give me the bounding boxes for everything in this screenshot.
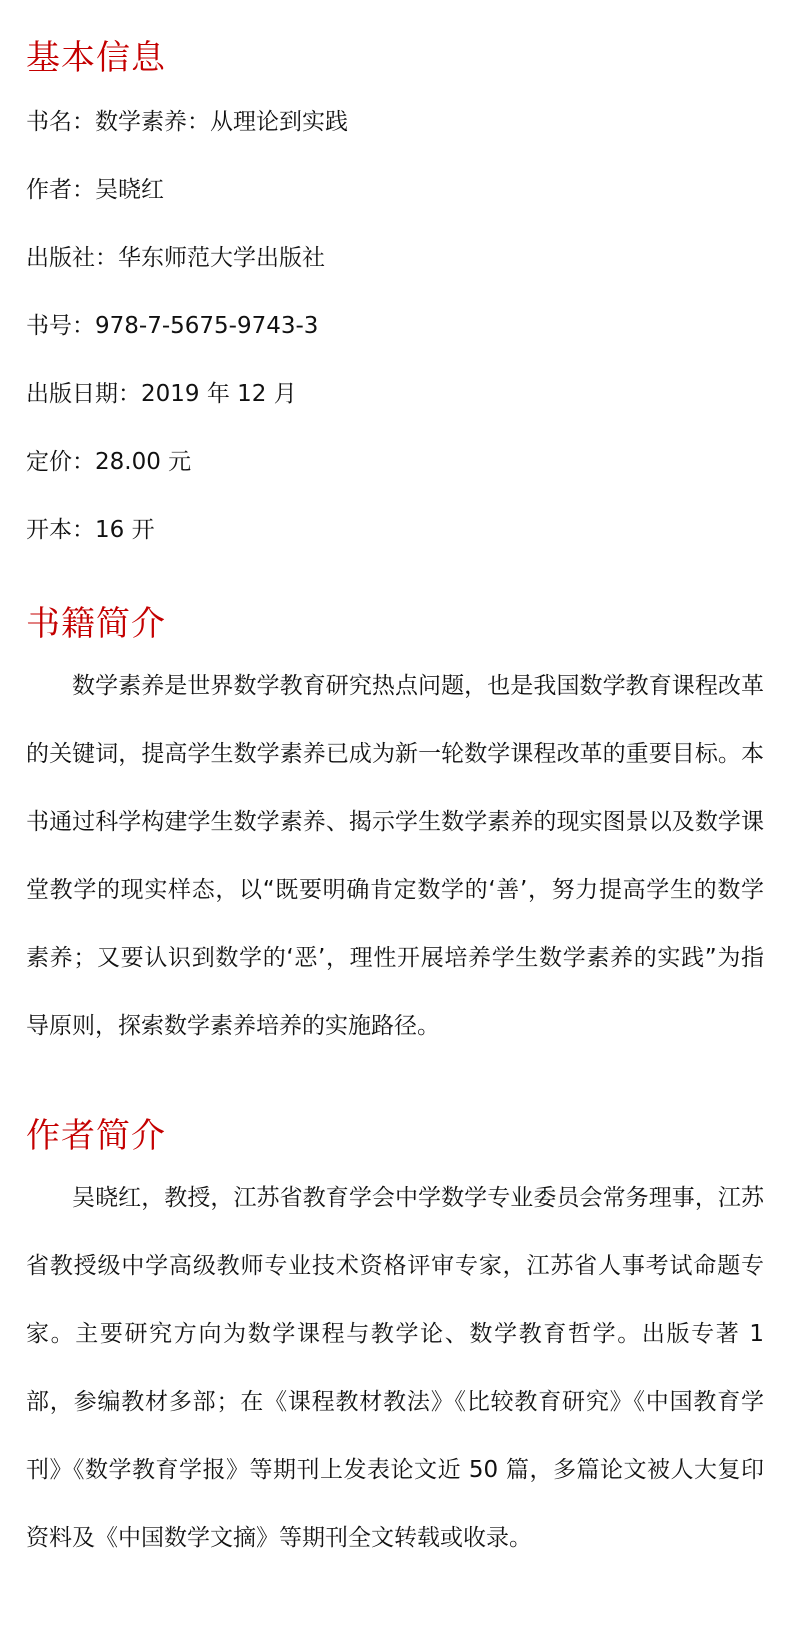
- info-value: 28.00 元: [95, 449, 192, 475]
- author-intro-heading: 作者简介: [26, 1116, 166, 1156]
- book-intro-heading: 书籍简介: [26, 604, 166, 644]
- info-label: 书名：: [26, 109, 95, 135]
- info-value: 数学素养：从理论到实践: [95, 109, 348, 135]
- info-label: 开本：: [26, 517, 95, 543]
- basic-info-list: [26, 88, 764, 564]
- info-item-author: [26, 156, 764, 224]
- basic-info-heading: 基本信息: [26, 38, 166, 78]
- info-item-format: [26, 496, 764, 564]
- info-value: 978-7-5675-9743-3: [95, 313, 319, 339]
- author-intro-section: [26, 1164, 764, 1572]
- info-label: 作者：: [26, 177, 95, 203]
- info-item-isbn: [26, 292, 764, 360]
- info-label: 出版日期：: [26, 381, 141, 407]
- info-value: 16 开: [95, 517, 155, 543]
- info-label: 定价：: [26, 449, 95, 475]
- info-value: 2019 年 12 月: [141, 381, 297, 407]
- info-label: 书号：: [26, 313, 95, 339]
- info-item-price: [26, 428, 764, 496]
- book-intro-text: 数学素养是世界数学教育研究热点问题，也是我国数学教育课程改革的关键词，提高学生数学素养已成为新一轮数学课程改革的重要目标。本书通过科学构建学生数学素养、揭示学生数学素养的现实图景以及数学课堂教学的现实样态，以“既要明确肯定数学的‘善’，努力提高学生的数学素养；又要认识到数学的‘恶’，理性开展培养学生数学素养的实践”为指导原则，探索数学素养培养的实施路径。: [26, 673, 764, 1039]
- info-value: 吴晓红: [95, 177, 164, 203]
- book-intro-section: [26, 652, 764, 1060]
- info-item-publish-date: [26, 360, 764, 428]
- info-item-title: [26, 88, 764, 156]
- info-value: 华东师范大学出版社: [118, 245, 325, 271]
- info-label: 出版社：: [26, 245, 118, 271]
- author-intro-text: 吴晓红，教授，江苏省教育学会中学数学专业委员会常务理事，江苏省教授级中学高级教师专业技术资格评审专家，江苏省人事考试命题专家。主要研究方向为数学课程与教学论、数学教育哲学。出版专著 1 部，参编教材多部；在《课程教材教法》《比较教育研究》《中国教育学刊》《数学教育学报》等期刊上发表论文近 50 篇，多篇论文被人大复印资料及《中国数学文摘》等期刊全文转载或收录。: [26, 1185, 764, 1551]
- info-item-publisher: [26, 224, 764, 292]
